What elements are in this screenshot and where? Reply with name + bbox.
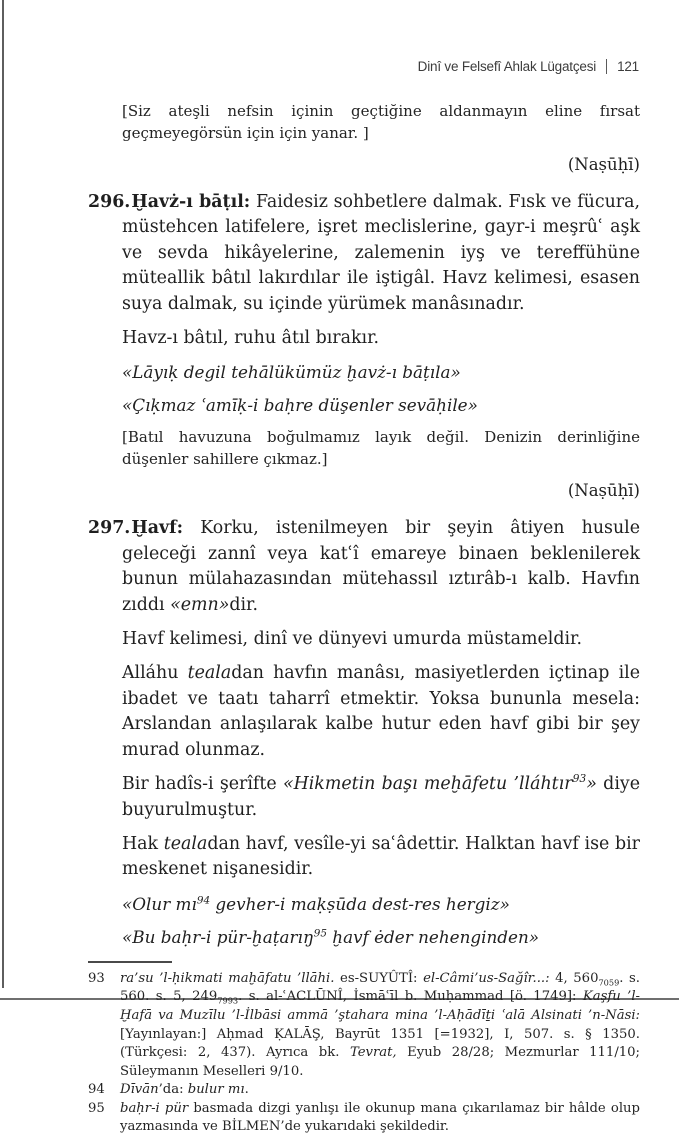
entry-297 <box>88 516 640 618</box>
entry-297-paragraph-hak: Hak tealadan havf, vesîle-yi saʿâdettir. Halktan havf ise bir meskenet nişanesidir. <box>122 833 640 880</box>
running-header-title: Dinî ve Felsefî Ahlak Lügatçesi <box>417 59 597 74</box>
header-separator <box>606 59 607 74</box>
entry-296-paragraph: Havz-ı bâtıl, ruhu âtıl bırakır. <box>122 328 380 349</box>
page-number: 121 <box>617 59 639 74</box>
running-header <box>0 59 639 74</box>
footnote-93-number: 93 <box>88 970 105 986</box>
entry-297-paragraph-allahu: Alláhu tealadan havfın manâsı, masiyetlerden içtinap ile ibadet ve taatı taharrî etmektir. Yoksa bununla mesela: Arslandan anlaşılarak kalbe hutur eden havf gibi bir şey murad olunmaz. <box>122 663 640 760</box>
entry-297-definition: Korku, istenilmeyen bir şeyin âtiyen husule geleceği zannî veya katʿî emareye binaen beklenilerek bunun mülahazasından mütehassıl ıztırâb-ı kalb. Havfın zıddı «emn»dir. <box>122 518 640 615</box>
footnotes <box>88 970 640 1137</box>
entry-296-translation: [Batıl havuzuna boğulmamız layık değil. Denizin derinliğine düşenler sahillere çıkmaz.] <box>122 428 640 469</box>
entry-297-headword: Ḫavf: <box>131 518 184 539</box>
scan-left-edge-line <box>2 0 4 988</box>
intro-translation-quote: [Siz ateşli nefsin içinin geçtiğine aldanmayın eline fırsat geçmeyegörsün için için yanar. ] <box>122 102 640 142</box>
entry-296 <box>88 190 640 317</box>
footnote-separator-rule <box>88 961 172 963</box>
footnote-95-text: baḥr-i pür basmada dizgi yanlışı ile okunup mana çıkarılamaz bir hâlde olup yazmasında ve BİLMEN’de yukarıdaki şekildedir. <box>120 1100 640 1135</box>
entry-297-verse-1: «Olur $mı^{94}$ gevher-i maḳṣūda dest-res hergiz» <box>122 893 510 914</box>
entry-296-verse-1: «Lāyıḳ degil tehālükümüz ḫavż-ı bāṭıla» <box>122 362 461 383</box>
footnote-94 <box>88 1081 640 1100</box>
entry-297-paragraph-kelimesi: Havf kelimesi, dinî ve dünyevi umurda müstameldir. <box>122 629 582 650</box>
intro-attribution: (Naṣūḥī) <box>567 155 640 174</box>
footnote-93-text: ra’su ’l-ḥikmati maḫāfatu ’llāhi. es-SUYÛTÎ: el-Câmi’us-Sağîr...: 4, $560_{7059}$. s. 560. s. 5, $249_{7993}$. s. al-ʿACLŪNÎ, İsmāʿīl b. Muḥammad [ö. 1749]: Kaşfu ’l-Ḫafā va Muzīlu ’l-İlbāsi ammā ’ştahara mina ’l-Aḥādīṯi ʿalā Alsinati ’n-Nāsi: [Yayınlayan:] Aḥmad ḲALĀŞ, Bayrūt 1351 [=1932], I, 507. s. § 1350. (Türkçesi: 2, 437). Ayrıca bk. Tevrat, Eyub 28/28; Mezmurlar 111/10; Süleymanın Meselleri 9/10. <box>120 970 641 1079</box>
entry-297-number: 297. <box>88 518 131 539</box>
footnote-95 <box>88 1100 640 1137</box>
entry-296-headword: Ḫavż-ı bāṭıl: <box>131 192 251 212</box>
entry-297-verse-2: «Bu baḥr-i pür-ḫaṭarıŋ$^{95}$ ḫavf ėder nehenginden» <box>122 926 540 947</box>
entry-296-attribution: (Naṣūḥī) <box>567 481 640 501</box>
entry-296-number: 296. <box>88 192 131 212</box>
entry-296-verse-2: «Çıḳmaz ʿamīḳ-i baḥre düşenler sevāḥile» <box>122 395 478 416</box>
entry-297-paragraph-hadis: Bir hadîs-i şerîfte «Hikmetin başı meḫāfetu ’lláhtır$^{93}$» diye buyurulmuştur. <box>122 772 640 820</box>
page-body <box>88 100 640 1137</box>
footnote-94-text: Dīvān’da: bulur mı. <box>120 1082 249 1098</box>
footnote-93 <box>88 970 640 1082</box>
entry-296-definition: Faidesiz sohbetlere dalmak. Fısk ve fücura, müstehcen latifelere, işret meclislerine, gayr-i meşrûʿ aşk ve sevda hikâyelerine, zalemenin iyş ve tereffühüne müteallik bâtıl lakırdılar ile iştigâl. Havz kelimesi, esasen suya dalmak, su içinde yürümek manâsınadır. <box>122 192 640 314</box>
footnote-95-number: 95 <box>88 1100 105 1116</box>
footnote-94-number: 94 <box>88 1082 105 1098</box>
